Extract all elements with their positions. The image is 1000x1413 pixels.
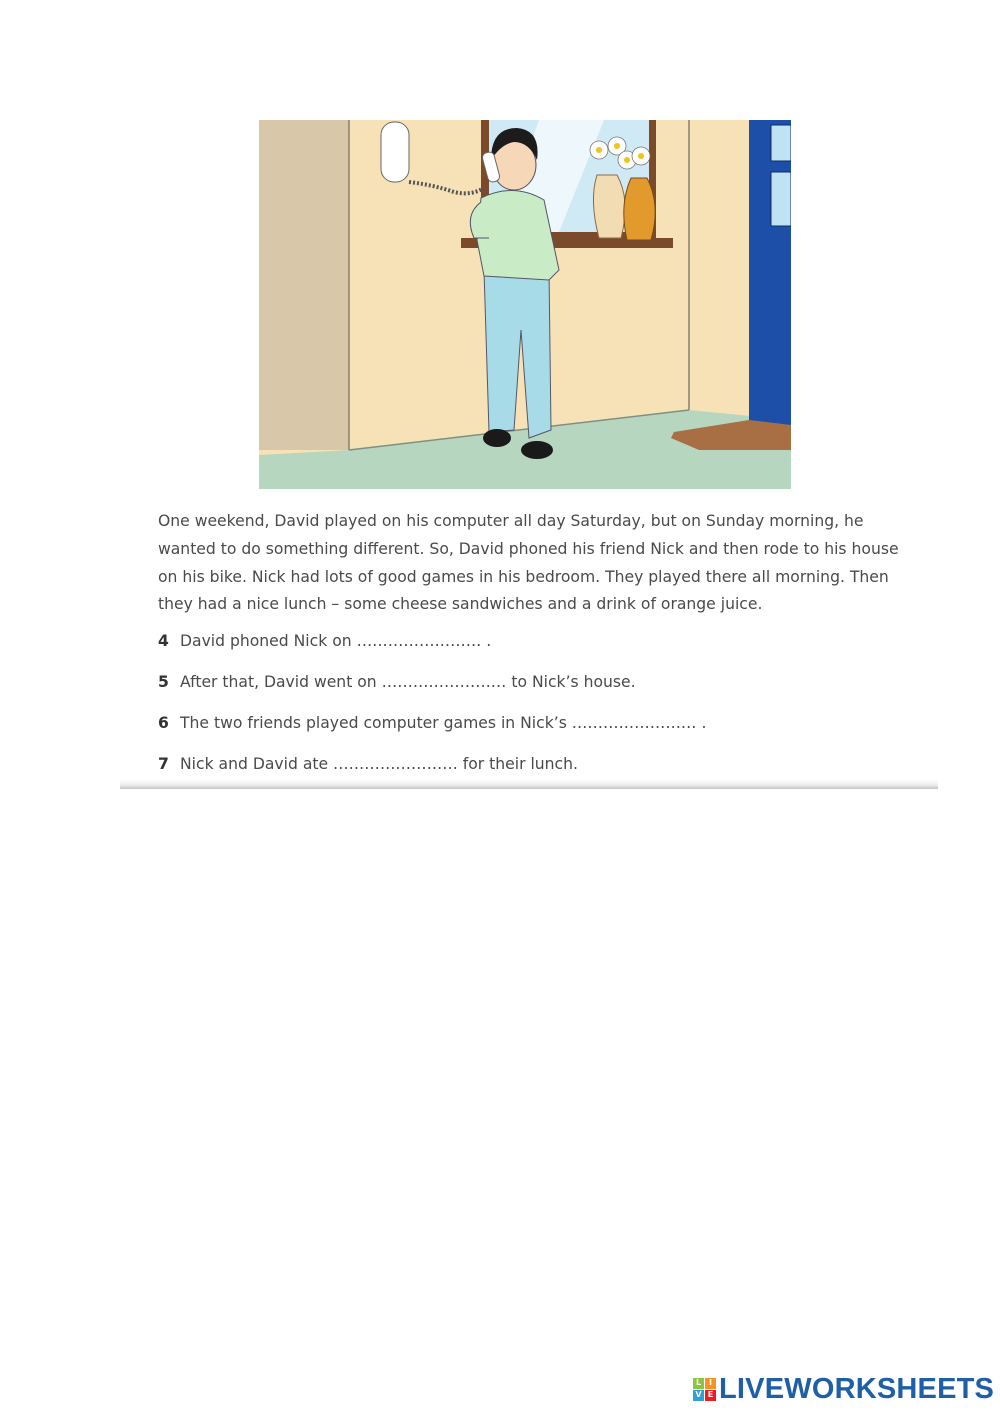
logo-tile: V bbox=[693, 1390, 704, 1401]
question-number: 5 bbox=[158, 673, 169, 691]
logo-tile: I bbox=[705, 1378, 716, 1389]
question-4 bbox=[158, 632, 491, 650]
liveworksheets-icon bbox=[693, 1378, 716, 1401]
liveworksheets-wordmark: LIVEWORKSHEETS bbox=[719, 1373, 995, 1405]
liveworksheets-logo bbox=[693, 1373, 995, 1405]
illustration-boy-on-phone bbox=[259, 120, 791, 489]
story-line: on his bike. Nick had lots of good games in his bedroom. They played there all morning. Then bbox=[158, 567, 889, 586]
question-7 bbox=[158, 755, 578, 773]
logo-tile: L bbox=[693, 1378, 704, 1389]
story-line: One weekend, David played on his computer all day Saturday, but on Sunday morning, he bbox=[158, 512, 864, 530]
question-text: Nick and David ate …………………… for their lunch. bbox=[180, 755, 578, 773]
question-text: David phoned Nick on …………………… . bbox=[180, 632, 492, 650]
story-paragraph bbox=[158, 508, 918, 619]
question-number: 6 bbox=[158, 714, 169, 732]
logo-tile: E bbox=[705, 1390, 716, 1401]
question-5 bbox=[158, 673, 636, 691]
story-line: they had a nice lunch – some cheese sandwiches and a drink of orange juice. bbox=[158, 595, 763, 614]
question-number: 4 bbox=[158, 632, 169, 650]
question-text: After that, David went on …………………… to Nick’s house. bbox=[180, 673, 636, 691]
question-6 bbox=[158, 714, 706, 732]
question-number: 7 bbox=[158, 755, 169, 773]
section-divider bbox=[120, 779, 938, 789]
story-line: wanted to do something different. So, David phoned his friend Nick and then rode to his house bbox=[158, 539, 899, 558]
question-text: The two friends played computer games in Nick’s …………………… . bbox=[180, 714, 707, 732]
